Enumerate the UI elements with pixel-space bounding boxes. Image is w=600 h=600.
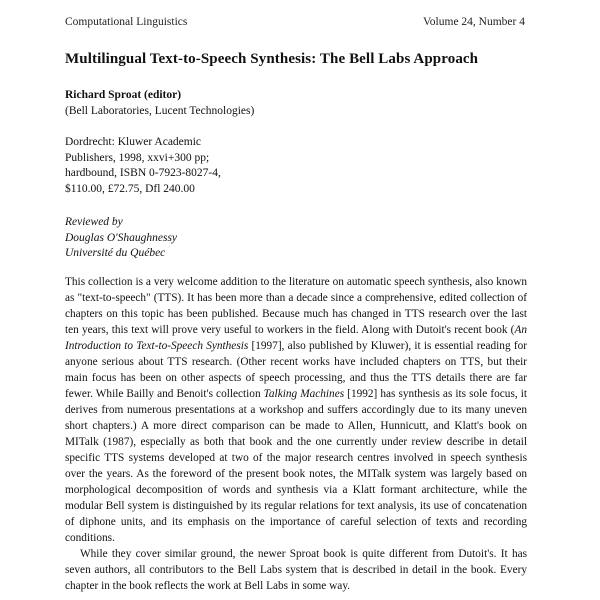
volume-number: Volume 24, Number 4: [422, 16, 525, 28]
book-title-reference: An Introduction to Text-to-Speech Synthesis: [65, 324, 527, 352]
editor-affiliation: (Bell Laboratories, Lucent Technologies): [65, 105, 255, 117]
paragraph-1-text-b: [1997], also published by Kluwer), it is essential reading for anyone serious about TTS research. (Other recent works have included chapters on TTS, but their main focus has been on other aspects of speech processing, and thus the TTS details there are far fewer. While Bailly and Benoit's collection: [65, 340, 527, 400]
publisher-line: Publishers, 1998, xxvi+300 pp;: [65, 151, 210, 164]
book-title: Multilingual Text-to-Speech Synthesis: The Bell Labs Approach: [65, 51, 479, 67]
book-title-reference: Talking Machines: [263, 388, 345, 400]
paragraph-1: [65, 274, 527, 546]
paragraph-1-text-c: [1992] has synthesis as its sole focus, it derives from numerous presentations at a workshop and suffers accordingly due to its many uneven short chapters.) A more direct comparison can be made to Allen, Hunnicutt, and Klatt's book on MITalk (1987), especially as both that book and the one currently under review describe in detail specific TTS systems developed at two of the major research centres involved in speech synthesis over the years. As the foreword of the present book notes, the MITalk system was largely based on morphological decomposition of words and synthesis via a Klatt formant architecture, while the modular Bell system is distinguished by its regular relations for text analysis, its use of concatenation of diphone units, and its emphasis on the importance of careful selection of texts and recording conditions.: [65, 388, 527, 544]
review-body: [65, 274, 527, 594]
page: [65, 0, 525, 600]
paragraph-1-text-a: This collection is a very welcome addition to the literature on automatic speech synthesis, also known as "text-to-speech" (TTS). It has been more than a decade since a comprehensive, edited collection of chapters on this topic has been published. Because much has changed in TTS research over the last ten years, this text will prove very useful to workers in the field. Along with Dutoit's recent book (: [65, 276, 527, 336]
reviewed-by-label: Reviewed by: [65, 216, 123, 228]
editor-name: Richard Sproat (editor): [65, 89, 182, 101]
editor-block: [65, 87, 254, 119]
publisher-line: hardbound, ISBN 0-7923-8027-4,: [65, 167, 221, 179]
publisher-line: $110.00, £72.75, Dfl 240.00: [65, 182, 195, 195]
reviewer-block: [65, 215, 177, 262]
paragraph-2: While they cover similar ground, the newer Sproat book is quite different from Dutoit's. It has seven authors, all contributors to the Bell Labs system that is described in detail in the book. Every chapter in the book reflects the work at Bell Labs in some way.: [65, 548, 527, 592]
running-header: [65, 16, 525, 28]
journal-name: Computational Linguistics: [65, 16, 188, 28]
reviewer-name: Douglas O'Shaughnessy: [65, 231, 178, 244]
reviewer-institution: Université du Québec: [65, 247, 166, 259]
publisher-block: [65, 135, 221, 197]
publisher-line: Dordrecht: Kluwer Academic: [65, 136, 202, 148]
